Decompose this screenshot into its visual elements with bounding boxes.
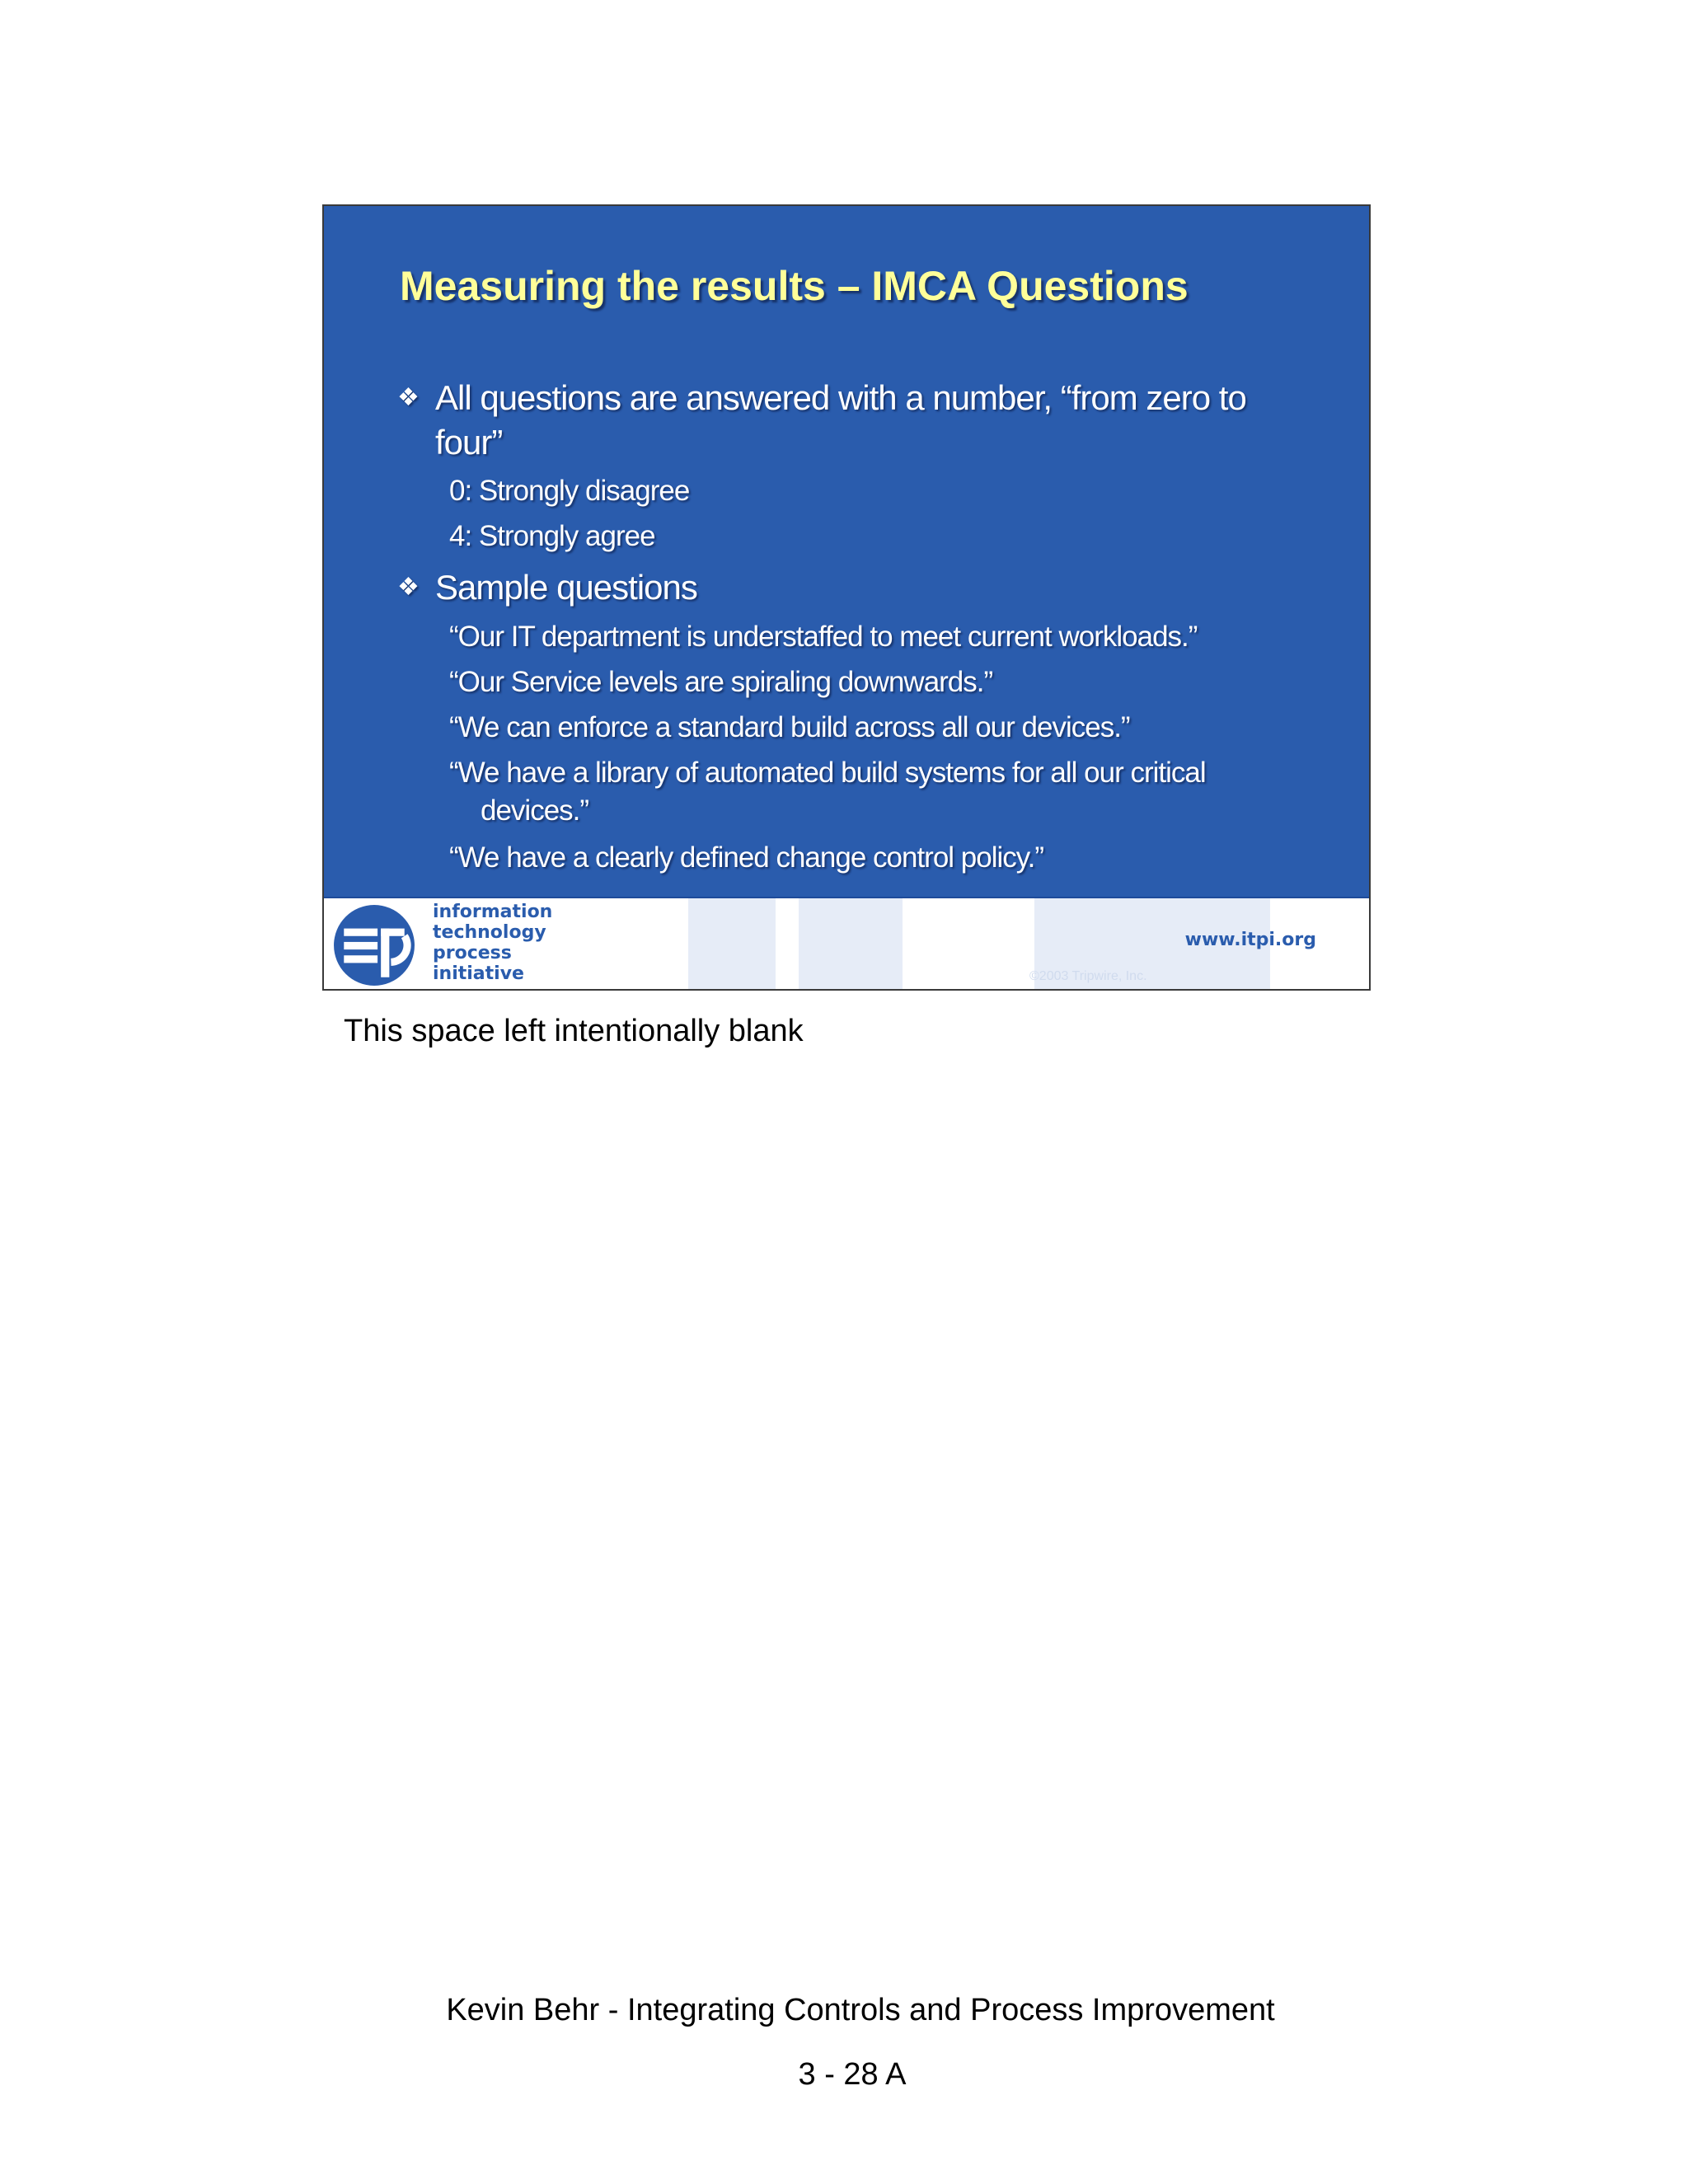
slide-footer-band [324,897,1369,989]
sample-question-5: “We have a clearly defined change control policy.” [449,841,1044,874]
bullet-1-line-1: All questions are answered with a number, “from zero to [435,378,1246,417]
sub-item-strongly-agree: 4: Strongly agree [449,520,655,552]
logo-line-technology: technology [433,922,546,943]
logo-line-information: information [433,902,553,922]
itpi-url: www.itpi.org [1184,930,1316,950]
logo-line-process: process [433,943,512,963]
itpi-logo-icon [332,903,416,987]
sample-question-4-line-1: “We have a library of automated build systems for all our critical [449,757,1206,789]
itpi-logo-text [433,902,552,984]
sub-item-strongly-disagree: 0: Strongly disagree [449,475,690,507]
slide-title: Measuring the results – IMCA Questions [400,263,1189,309]
diamond-bullet-icon: ❖ [397,384,419,411]
bullet-2 [397,565,697,610]
bullet-1-line-2: four” [435,423,503,462]
bullet-2-line-1: Sample questions [435,568,697,607]
diamond-bullet-icon: ❖ [397,574,419,601]
footer-block [799,898,903,989]
sample-question-4-line-2: devices.” [481,794,589,827]
copyright-text: ©2003 Tripwire, Inc. [1029,969,1147,983]
sample-question-1: “Our IT department is understaffed to meet current workloads.” [449,621,1198,653]
page-number: 3 - 28 A [798,2057,907,2092]
logo-line-initiative: initiative [433,963,524,984]
slide [322,204,1371,991]
bullet-1 [397,376,1246,465]
sample-question-2: “Our Service levels are spiraling downwards.” [449,666,993,698]
page-footer-title: Kevin Behr - Integrating Controls and Process Improvement [446,1993,1275,2027]
footer-block [688,898,776,989]
blank-space-note: This space left intentionally blank [344,1014,804,1048]
sample-question-4 [449,754,1206,830]
sample-question-3: “We can enforce a standard build across all our devices.” [449,711,1130,743]
